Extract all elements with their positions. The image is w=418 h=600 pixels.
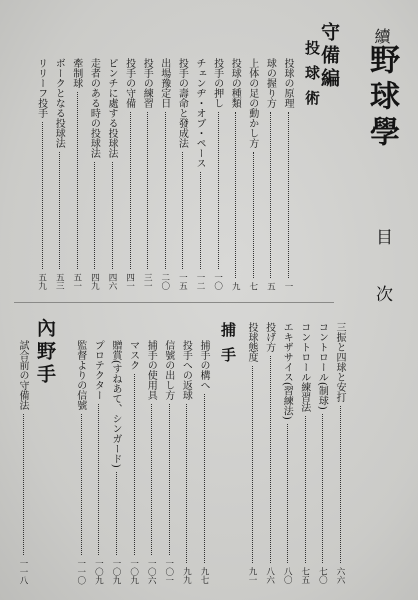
section-heading-pitching: 投球術 bbox=[303, 40, 321, 115]
toc-entry-page: 一〇 bbox=[212, 273, 223, 290]
toc-leader-dots bbox=[268, 112, 271, 278]
toc-entry bbox=[281, 58, 294, 290]
toc-leader-dots bbox=[198, 172, 201, 269]
toc-leader-dots bbox=[216, 112, 219, 269]
toc-entry bbox=[245, 322, 258, 584]
toc-entry-title: 捕手の構へ bbox=[198, 340, 209, 390]
toc-entry-page: 二〇 bbox=[159, 273, 170, 290]
toc-entry-title: 投げ方 bbox=[263, 322, 275, 352]
toc-entry-title: ボークとなる投球法 bbox=[53, 58, 65, 148]
toc-leader-dots bbox=[145, 112, 148, 269]
toc-leader-dots bbox=[128, 112, 131, 269]
toc-entry bbox=[87, 58, 100, 290]
toc-entry-title: コントロール(制球) bbox=[316, 322, 328, 410]
toc-entry bbox=[105, 58, 118, 290]
toc-leader-dots bbox=[75, 92, 78, 269]
toc-entry-title: チェンヂ・オブ・ペース bbox=[194, 58, 205, 168]
toc-entry-title: リリーフ投手 bbox=[35, 58, 47, 118]
toc-leader-dots bbox=[114, 472, 117, 555]
toc-entry bbox=[298, 322, 311, 584]
section-heading-catcher: 捕手 bbox=[219, 322, 237, 372]
toc-entry bbox=[74, 340, 87, 584]
toc-entry-page: 八六 bbox=[264, 567, 275, 584]
toc-entry-page: 一〇九 bbox=[128, 558, 139, 584]
toc-entry bbox=[127, 340, 140, 584]
toc-entry bbox=[333, 322, 346, 584]
toc-leader-dots bbox=[202, 394, 205, 563]
toc-entry-title: 出場豫定日 bbox=[158, 58, 170, 108]
toc-entry bbox=[123, 58, 136, 290]
toc-entry-title: 贈賞(すねあて、シンガード) bbox=[110, 340, 121, 468]
toc-leader-dots bbox=[132, 374, 135, 555]
toc-entry-page: 四九 bbox=[89, 273, 100, 290]
toc-entry-title: コントロール練習法 bbox=[298, 322, 310, 412]
toc-leader-dots bbox=[303, 416, 306, 563]
toc-entry-title: 球の握り方 bbox=[264, 58, 276, 108]
toc-entry bbox=[140, 58, 153, 290]
toc-entry-page: 一一八 bbox=[18, 558, 28, 584]
toc-entry-title: 走者のある時の投球法 bbox=[88, 58, 100, 158]
toc-entry bbox=[179, 340, 192, 584]
toc-entry-page: 一 bbox=[283, 281, 293, 290]
toc-entry bbox=[228, 58, 241, 290]
toc-entry bbox=[193, 58, 206, 290]
toc-leader-dots bbox=[180, 152, 183, 269]
toc-leader-dots bbox=[286, 112, 289, 278]
toc-entry-page: 九一 bbox=[247, 567, 257, 584]
toc-entry bbox=[280, 322, 293, 584]
toc-leader-dots bbox=[320, 414, 323, 563]
toc-leader-dots bbox=[268, 356, 271, 563]
toc-entry-page: 五一 bbox=[71, 273, 82, 290]
toc-entry-page: 九七 bbox=[199, 567, 209, 584]
toc-entry bbox=[197, 340, 210, 584]
toc-entry bbox=[16, 340, 29, 584]
toc-entry bbox=[91, 340, 104, 584]
toc-leader-dots bbox=[285, 424, 288, 563]
toc-entry-page: 五三 bbox=[54, 273, 65, 290]
toc-leader-dots bbox=[163, 112, 166, 269]
toc-entry bbox=[315, 322, 328, 584]
toc-entry-page: 七 bbox=[247, 281, 258, 290]
toc-entry-title: 投球の種類 bbox=[229, 58, 241, 108]
toc-entry bbox=[246, 58, 259, 290]
toc-entry-title: 投手の守備 bbox=[123, 58, 135, 108]
toc-entry bbox=[158, 58, 171, 290]
toc-leader-dots bbox=[110, 162, 113, 269]
toc-entry-page: 一〇九 bbox=[111, 558, 121, 584]
toc-entry bbox=[263, 322, 276, 584]
title-main: 野球學 bbox=[364, 44, 399, 152]
toc-leader-dots bbox=[167, 404, 170, 555]
toc-entry-title: 投球の原理 bbox=[282, 58, 293, 108]
toc-entry-title: 上体の足の動かし方 bbox=[246, 58, 258, 148]
toc-entry-page: 九九 bbox=[181, 567, 192, 584]
toc-leader-dots bbox=[92, 162, 95, 269]
toc-entry-page: 八〇 bbox=[282, 567, 293, 584]
toc-entry-page: 六六 bbox=[335, 567, 345, 584]
toc-entry bbox=[263, 58, 276, 290]
toc-entry-title: 投球態度 bbox=[246, 322, 257, 362]
toc-entry-page: 七五 bbox=[299, 567, 310, 584]
toc-entry-page: 一五 bbox=[177, 273, 188, 290]
toc-leader-dots bbox=[184, 404, 187, 563]
toc-entry-page: 四六 bbox=[107, 273, 117, 290]
toc-entry bbox=[70, 58, 83, 290]
toc-entry bbox=[109, 340, 122, 584]
toc-leader-dots bbox=[21, 414, 24, 555]
toc-entry-title: プロテクター bbox=[92, 340, 104, 400]
page-divider bbox=[14, 302, 334, 303]
toc-leader-dots bbox=[251, 152, 254, 278]
book-title bbox=[364, 28, 398, 152]
toc-entry-title: 捕手の使用具 bbox=[145, 340, 157, 400]
toc-entry-title: 信號の出し方 bbox=[162, 340, 174, 400]
section-heading-infield: 內野手 bbox=[34, 318, 56, 387]
toc-leader-dots bbox=[57, 152, 60, 269]
toc-entry-page: 一〇一 bbox=[163, 558, 174, 584]
toc-entry-title: ピンチに處する投球法 bbox=[106, 58, 117, 158]
toc-leader-dots bbox=[250, 366, 253, 563]
toc-entry bbox=[162, 340, 175, 584]
toc-entry-title: 投手の練習 bbox=[141, 58, 153, 108]
toc-entry-page: 一一〇 bbox=[75, 558, 86, 584]
toc-entry-page: 九 bbox=[230, 281, 241, 290]
toc-entry-title: エキザサイス(習練法) bbox=[281, 322, 293, 420]
toc-heading: 目次 bbox=[372, 228, 392, 342]
toc-leader-dots bbox=[149, 404, 152, 555]
toc-entry-page: 四一 bbox=[124, 273, 135, 290]
toc-entry-title: 監督よりの信號 bbox=[74, 340, 86, 410]
toc-leader-dots bbox=[40, 122, 43, 269]
toc-entry-title: 投手への返球 bbox=[180, 340, 192, 400]
part-heading: 守備編 bbox=[318, 22, 340, 91]
toc-leader-dots bbox=[96, 404, 99, 555]
toc-entry-page: 三一 bbox=[142, 273, 153, 290]
toc-entry-title: 投手の押し bbox=[211, 58, 223, 108]
title-prefix: 續 bbox=[372, 28, 391, 44]
toc-entry-title: マスク bbox=[127, 340, 139, 370]
toc-entry-page: 五九 bbox=[36, 273, 47, 290]
toc-leader-dots bbox=[233, 112, 236, 278]
toc-entry-page: 五 bbox=[265, 281, 276, 290]
toc-entry bbox=[144, 340, 157, 584]
toc-entry-title: 投手の壽命と發成法 bbox=[176, 58, 188, 148]
toc-entry-title: 三振と四球と安打 bbox=[334, 322, 345, 402]
toc-entry-page: 一〇六 bbox=[146, 558, 157, 584]
toc-entry bbox=[175, 58, 188, 290]
toc-entry-page: 七〇 bbox=[317, 567, 328, 584]
toc-entry-page: 一二 bbox=[195, 273, 205, 290]
toc-entry bbox=[211, 58, 224, 290]
toc-entry bbox=[52, 58, 65, 290]
toc-entry-title: 試合前の守備法 bbox=[17, 340, 28, 410]
toc-entry-title: 牽制球 bbox=[70, 58, 82, 88]
toc-entry-page: 一〇九 bbox=[93, 558, 104, 584]
toc-entry bbox=[35, 58, 48, 290]
toc-leader-dots bbox=[79, 414, 82, 555]
toc-leader-dots bbox=[338, 406, 341, 563]
